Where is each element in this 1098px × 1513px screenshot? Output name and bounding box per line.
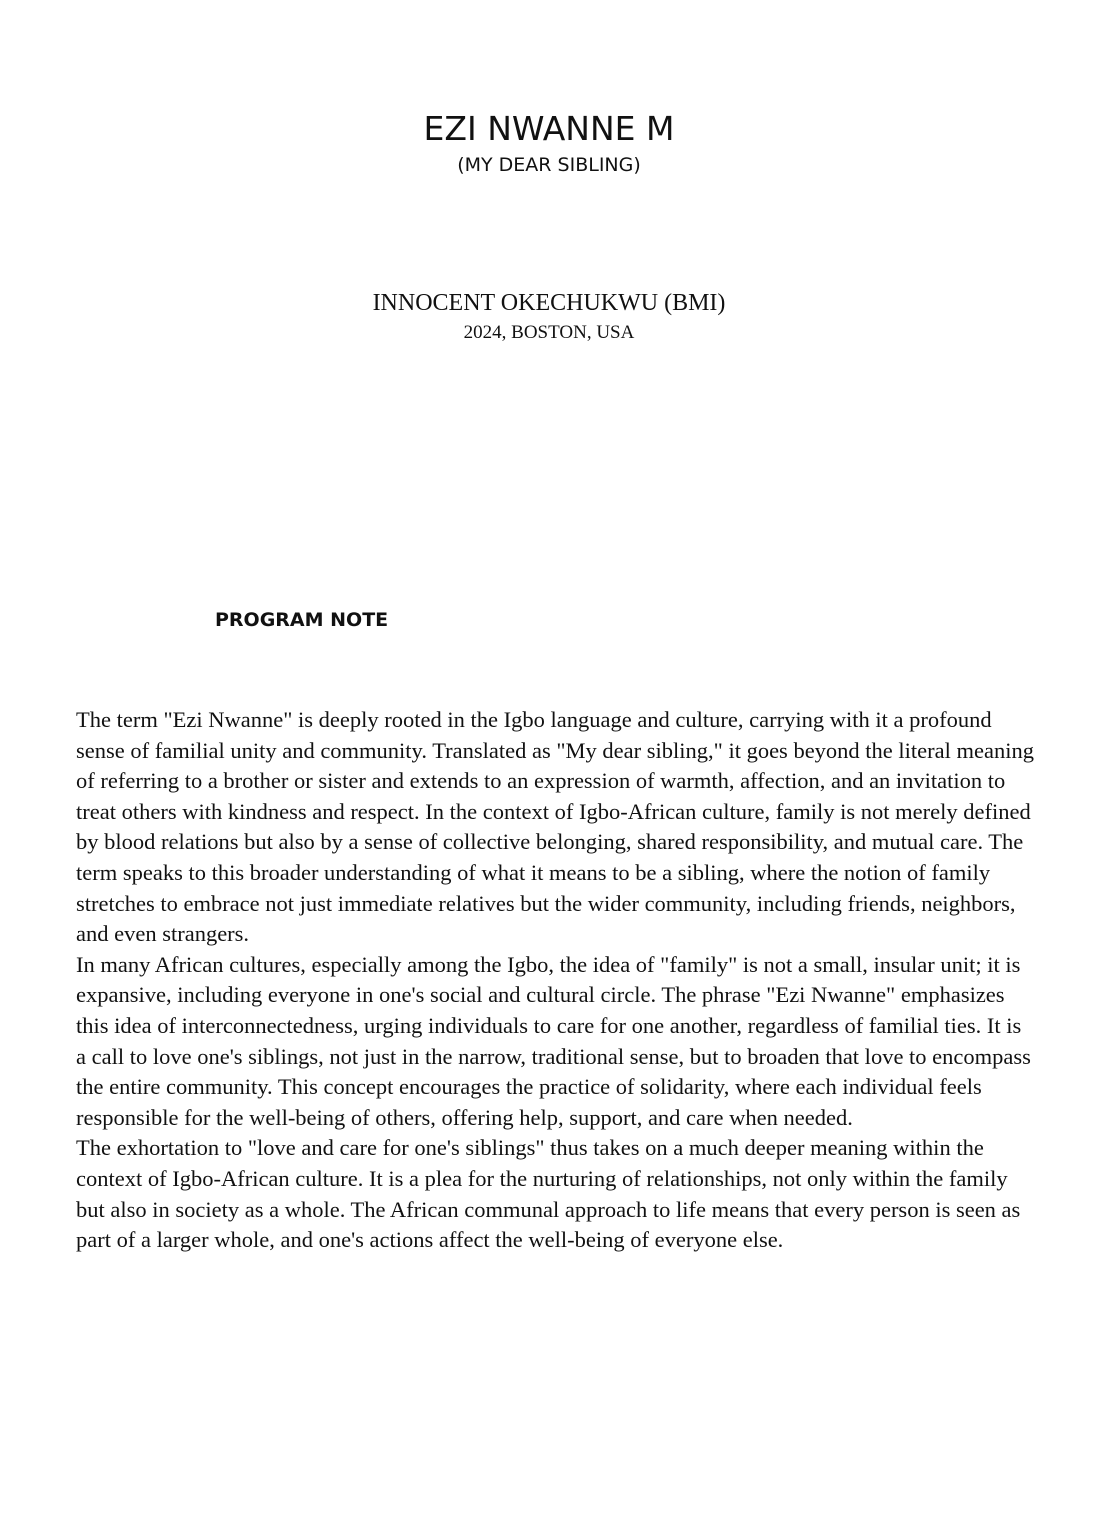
program-note-body xyxy=(76,705,1036,1256)
composer-credit: INNOCENT OKECHUKWU (BMI) xyxy=(372,290,726,316)
place-date: 2024, BOSTON, USA xyxy=(463,322,635,343)
page-title: EZI NWANNE M xyxy=(423,109,675,148)
program-note-heading: PROGRAM NOTE xyxy=(215,609,389,631)
program-note-paragraph: In many African cultures, especially among the Igbo, the idea of "family" is not a small, insular unit; it is expansive, including everyone in one's social and cultural circle. The phrase "Ezi Nwanne" emphasizes this idea of interconnectedness, urging individuals to care for one another, regardless of familial ties. It is a call to love one's siblings, not just in the narrow, traditional sense, but to broaden that love to encompass the entire community. This concept encourages the practice of solidarity, where each individual feels responsible for the well-being of others, offering help, support, and care when needed. xyxy=(76,951,1031,1130)
program-note-paragraph: The exhortation to "love and care for one's siblings" thus takes on a much deeper meaning within the context of Igbo-African culture. It is a plea for the nurturing of relationships, not only within the family but also in society as a whole. The African communal approach to life means that every person is seen as part of a larger whole, and one's actions affect the well-being of everyone else. xyxy=(76,1135,1021,1253)
program-note-paragraph: The term "Ezi Nwanne" is deeply rooted in the Igbo language and culture, carrying with it a profound sense of familial unity and community. Translated as "My dear sibling," it goes beyond the literal meaning of referring to a brother or sister and extends to an expression of warmth, affection, and an invitation to treat others with kindness and respect. In the context of Igbo-African culture, family is not merely defined by blood relations but also by a sense of collective belonging, shared responsibility, and mutual care. The term speaks to this broader understanding of what it means to be a sibling, where the notion of family stretches to embrace not just immediate relatives but the wider community, including friends, neighbors, and even strangers. xyxy=(76,707,1034,947)
page-subtitle: (MY DEAR SIBLING) xyxy=(457,154,641,176)
